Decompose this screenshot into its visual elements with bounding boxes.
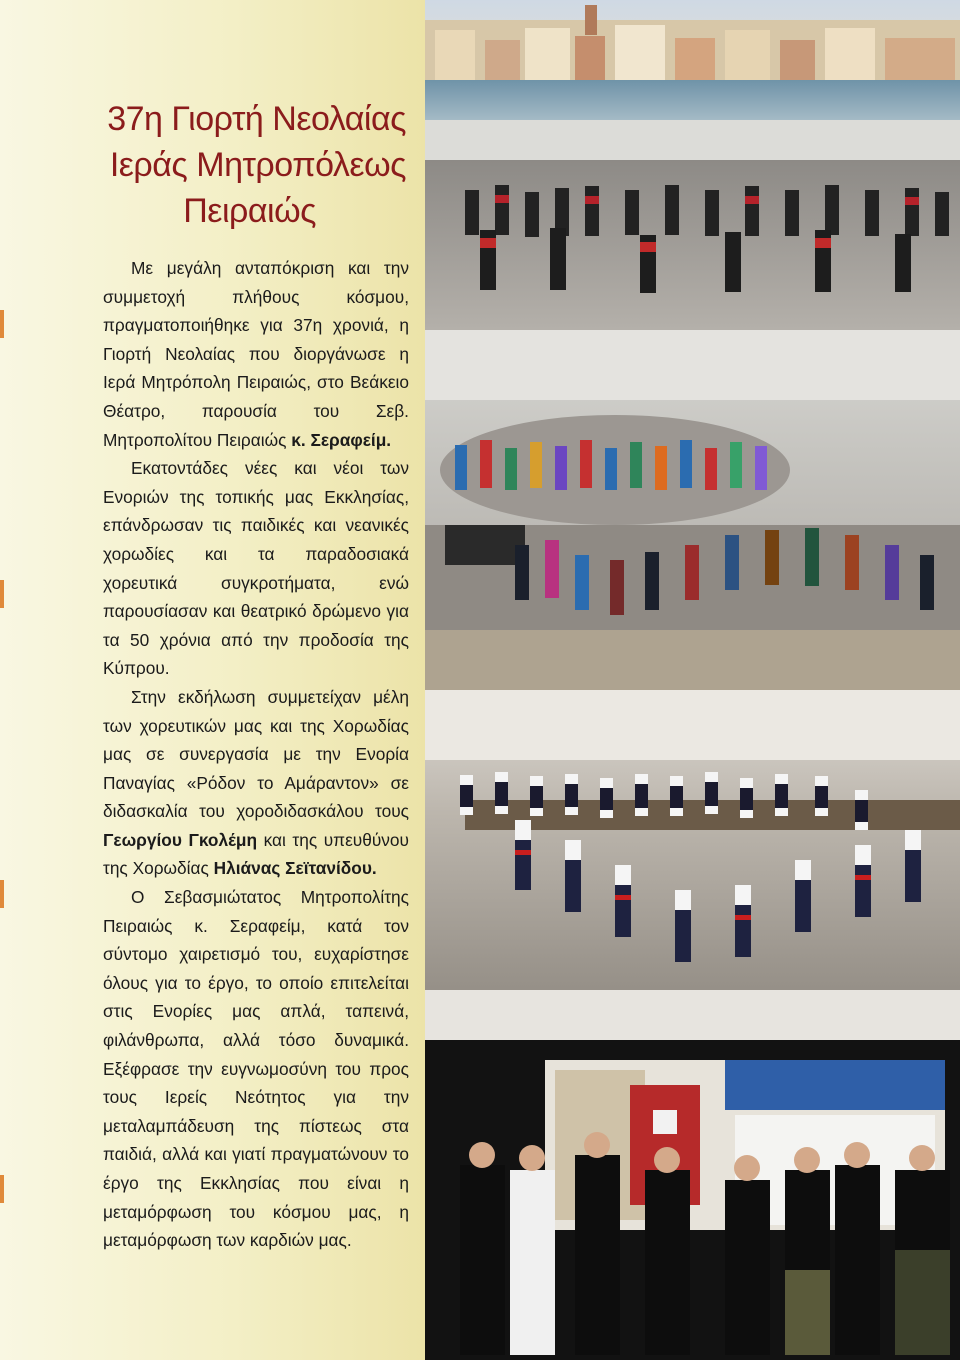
photo-traditional-dancers [425,690,960,1040]
paragraph-text: και της υπευθύνου της Χορωδίας [103,829,409,879]
edge-mark [0,880,4,908]
edge-mark [0,1175,4,1203]
page-edge-marks [0,0,6,1360]
paragraph [103,454,409,683]
paragraph [103,883,409,1255]
edge-mark [0,580,4,608]
title-line: Ιεράς Μητροπόλεως [109,146,406,184]
paragraph-text: Ο Σεβασμιώτατος Μητροπολίτης Πειραιώς κ. Σεραφείμ, κατά τον σύντομο χαιρετισμό του, ευχαρίστησε όλους για το έργο, το οποίο επιτελείται στις Ενορίες μας απλά, ταπεινά, φιλάνθρωπα, αλλά τόσο δυναμικά. Εξέφρασε την ευγνωμοσύνη του προς τους Ιερείς Νεότητος για την μεταλαμπάδευση της πίστεως στα παιδιά, αλλά και γιατί πραγματώνουν το έργο της Εκκλησίας που είναι η μεταμόρφωση του κόσμου μας, η μεταμόρφωση των καρδιών μας. [103,887,409,1251]
photo-folk-dance-circle [425,330,960,690]
bold-name: Γεωργίου Γκολέμη [103,829,258,850]
paragraph-text: Στην εκδήλωση συμμετείχαν μέλη των χορευτικών μας και της Χορωδίας μας σε συνεργασία με την Ενορία Παναγίας «Ρόδον το Αμάραντον» σε διδασκαλία του χοροδιδασκάλου τους [103,686,409,822]
paragraph-text: Εκατοντάδες νέες και νέοι των Ενοριών της τοπικής μας Εκκλησίας, επάνδρωσαν τις παιδικές και νεανικές χορωδίες και τα παραδοσιακά χορευτικά συγκροτήματα, ενώ παρουσίασαν και θεατρικό δρώμενο για τα 50 χρόνια από την προδοσία της Κύπρου. [103,458,409,679]
bold-name: Ηλιάνας Σεϊτανίδου. [213,858,377,879]
bold-name: κ. Σεραφείμ. [291,429,392,450]
paragraph-text: Με μεγάλη ανταπόκριση και την συμμετοχή πλήθους κόσμου, πραγματοποιήθηκε για 37η χρονιά, η Γιορτή Νεολαίας που διοργάνωσε η Ιερά Μητρόπολη Πειραιώς, στο Βεάκειο Θέατρο, παρουσία του Σεβ. Μητροπολίτου Πειραιώς [103,258,409,450]
article-body [103,254,409,1255]
paragraph [103,254,409,454]
title-line: 37η Γιορτή Νεολαίας [107,100,406,138]
paragraph [103,683,409,883]
edge-mark [0,310,4,338]
photo-theatrical-performance [425,1040,960,1360]
photo-collage [425,0,960,1360]
text-column [0,0,425,1360]
title-line: Πειραιώς [183,192,316,230]
article-title [96,96,406,234]
photo-choir-stage [425,0,960,330]
